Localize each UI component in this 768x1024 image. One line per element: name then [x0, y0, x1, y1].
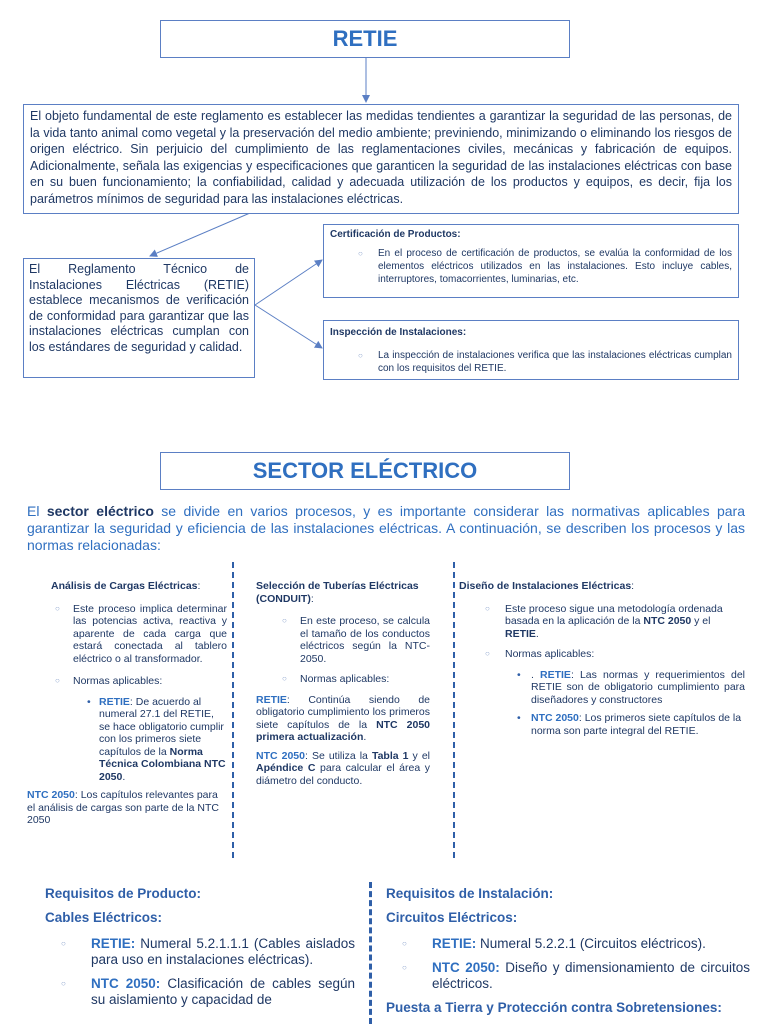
retie-intro-text: El objeto fundamental de este reglamento es establecer las medidas tendientes a garantizar la seguridad de las personas, de la vida tanto animal como vegetal y la preservación del medio ambiente; previniendo, minimizando o eliminando los riesgos de origen eléctrico. Sin perjuicio del cumplimiento de las reglamentaciones civiles, mecánicas y fabricación de equipos. Adicionalmente, señala las exigencias y especificaciones que garanticen la seguridad de las instalaciones eléctricas con base en su buen funcionamiento; la confiabilidad, calidad y adecuada utilización de los productos y equipos, es decir, fija los parámetros mínimos de seguridad para las instalaciones eléctricas. [30, 109, 732, 206]
product-sub: Cables Eléctricos: [45, 910, 163, 925]
col1-ntc: NTC 2050: Los capítulos relevantes para el análisis de cargas son parte de la NTC 2050 [27, 789, 220, 826]
col3-ntc-item: NTC 2050: Los primeros siete capítulos de la norma son parte integral del RETIE. [531, 712, 742, 737]
col3-heading: Diseño de Instalaciones Eléctricas [459, 580, 632, 592]
bullet-icon: ○ [402, 939, 407, 948]
column-design: Diseño de Instalaciones Eléctricas: ○ Este proceso sigue una metodología ordenada basada en la aplicación de la NTC 2050 y el RETIE. ○ Normas aplicables: • . RETIE: Las normas y requerimientos del RETIE son de obligatorio cumplimiento para diseñadores y constructores • NTC 2050: Los primeros siete capítulos de la norma son parte integral del RETIE. [459, 580, 745, 737]
installation-requirements [386, 886, 750, 1016]
col2-heading: Selección de Tuberías Eléctricas (CONDUIT) [256, 580, 419, 605]
product-item-ntc: NTC 2050: Clasificación de cables según su aislamiento y capacidad de [91, 976, 355, 1007]
installation-heading: Requisitos de Instalación: [386, 886, 554, 901]
bottom-divider [369, 882, 372, 1024]
retie-title: RETIE [332, 26, 398, 51]
inspection-title: Inspección de Instalaciones: [330, 327, 467, 338]
bullet-dot-icon: • [87, 695, 91, 708]
bullet-icon: ○ [358, 351, 363, 360]
col3-retie-item: . RETIE: Las normas y requerimientos del RETIE son de obligatorio cumplimiento para diseñadores y constructores [531, 668, 745, 706]
col1-desc: Este proceso implica determinar las potencias activa, reactiva y aparente de cada carga que estará conectada al tablero eléctrico o al transformador. [73, 602, 227, 665]
retie-summary-text: El Reglamento Técnico de Instalaciones Eléctricas (RETIE) establece mecanismos de verificación de conformidad para garantizar que las instalaciones eléctricas cumplan con los estándares de seguridad y calidad. [29, 262, 249, 354]
sector-intro-bold: sector eléctrico [46, 503, 154, 519]
bullet-icon: ○ [402, 963, 407, 972]
col2-ntc: NTC 2050: Se utiliza la Tabla 1 y el Apéndice C para calcular el área y diámetro del conducto. [256, 749, 430, 787]
col1-heading: Análisis de Cargas Eléctricas [51, 580, 198, 592]
sector-title-box [160, 452, 570, 490]
bullet-icon: ○ [55, 603, 60, 613]
product-requirements [45, 886, 355, 1008]
bullet-icon: ○ [485, 649, 490, 658]
bullet-icon: ○ [282, 616, 287, 625]
cert-box [323, 224, 739, 298]
sector-intro: El sector eléctrico se divide en varios procesos, y es importante considerar las normativas aplicables para garantizar la seguridad y eficiencia de las instalaciones eléctricas. A continuación, se describen los procesos y las normas relacionadas: [27, 503, 745, 553]
column-conduit: Selección de Tuberías Eléctricas (CONDUIT): ○ En este proceso, se calcula el tamaño de los conductos eléctricos según la NTC-2050. ○ Normas aplicables: RETIE: Continúa siendo de obligatorio cumplimiento los primeros siete capítulos de la NTC 2050 primera actualización. NTC 2050: Se utiliza la Tabla 1 y el Apéndice C para calcular el área y diámetro del conducto. [256, 580, 430, 787]
bullet-icon: ○ [61, 939, 66, 948]
bullet-icon: ○ [55, 676, 60, 685]
retie-summary-box [23, 258, 255, 378]
retie-intro-box [23, 104, 739, 214]
installation-item-ntc: NTC 2050: Diseño y dimensionamiento de circuitos eléctricos. [432, 960, 750, 991]
bullet-dot-icon: • [517, 668, 521, 681]
cert-title: Certificación de Productos: [330, 229, 461, 240]
bullet-icon: ○ [282, 674, 287, 683]
col1-norms: Normas aplicables: [73, 675, 163, 687]
installation-sub: Circuitos Eléctricos: [386, 910, 518, 925]
column-divider-1 [232, 562, 234, 858]
bullet-icon: ○ [61, 979, 66, 988]
col1-retie-item: RETIE: De acuerdo al numeral 27.1 del RETIE, se hace obligatorio cumplir con los primeros siete capítulos de la Norma Técnica Colombiana NTC 2050. [99, 695, 226, 783]
retie-title-box [160, 20, 570, 58]
installation-sub2: Puesta a Tierra y Protección contra Sobretensiones: [386, 1000, 722, 1015]
bullet-dot-icon: • [517, 712, 521, 724]
column-divider-2 [453, 562, 455, 858]
sector-title: SECTOR ELÉCTRICO [252, 458, 478, 483]
product-item-retie: RETIE: Numeral 5.2.1.1.1 (Cables aislados para uso en instalaciones eléctricas). [91, 936, 355, 967]
col3-norms: Normas aplicables: [505, 648, 595, 660]
col2-norms: Normas aplicables: [300, 673, 390, 685]
product-heading: Requisitos de Producto: [45, 886, 202, 901]
inspection-box [323, 320, 739, 380]
col3-desc: Este proceso sigue una metodología ordenada basada en la aplicación de la NTC 2050 y el RETIE. [505, 602, 723, 640]
installation-item-retie: RETIE: Numeral 5.2.2.1 (Circuitos eléctricos). [432, 936, 706, 951]
col2-retie: RETIE: Continúa siendo de obligatorio cumplimiento los primeros siete capítulos de la NTC 2050 primera actualización. [256, 693, 430, 743]
col2-desc: En este proceso, se calcula el tamaño de los conductos eléctricos según la NTC-2050. [300, 615, 430, 665]
bullet-icon: ○ [358, 249, 363, 258]
bullet-icon: ○ [485, 603, 490, 613]
cert-text: En el proceso de certificación de productos, se evalúa la conformidad de los elementos eléctricos utilizados en las instalaciones. Esto incluye cables, interruptores, tomacorrientes, luminarias, etc. [378, 248, 732, 285]
column-load-analysis: Análisis de Cargas Eléctricas: ○ Este proceso implica determinar las potencias activa, reactiva y aparente de cada carga que estará conectada al tablero eléctrico o al transformador. ○ Normas aplicables: • RETIE: De acuerdo al numeral 27.1 del RETIE, se hace obligatorio cumplir con los primeros siete capítulos de la Norma Técnica Colombiana NTC 2050. NTC 2050: Los capítulos relevantes para el análisis de cargas son parte de la NTC 2050 [27, 580, 227, 826]
inspection-text: La inspección de instalaciones verifica que las instalaciones eléctricas cumplan con los requisitos del RETIE. [378, 350, 732, 374]
